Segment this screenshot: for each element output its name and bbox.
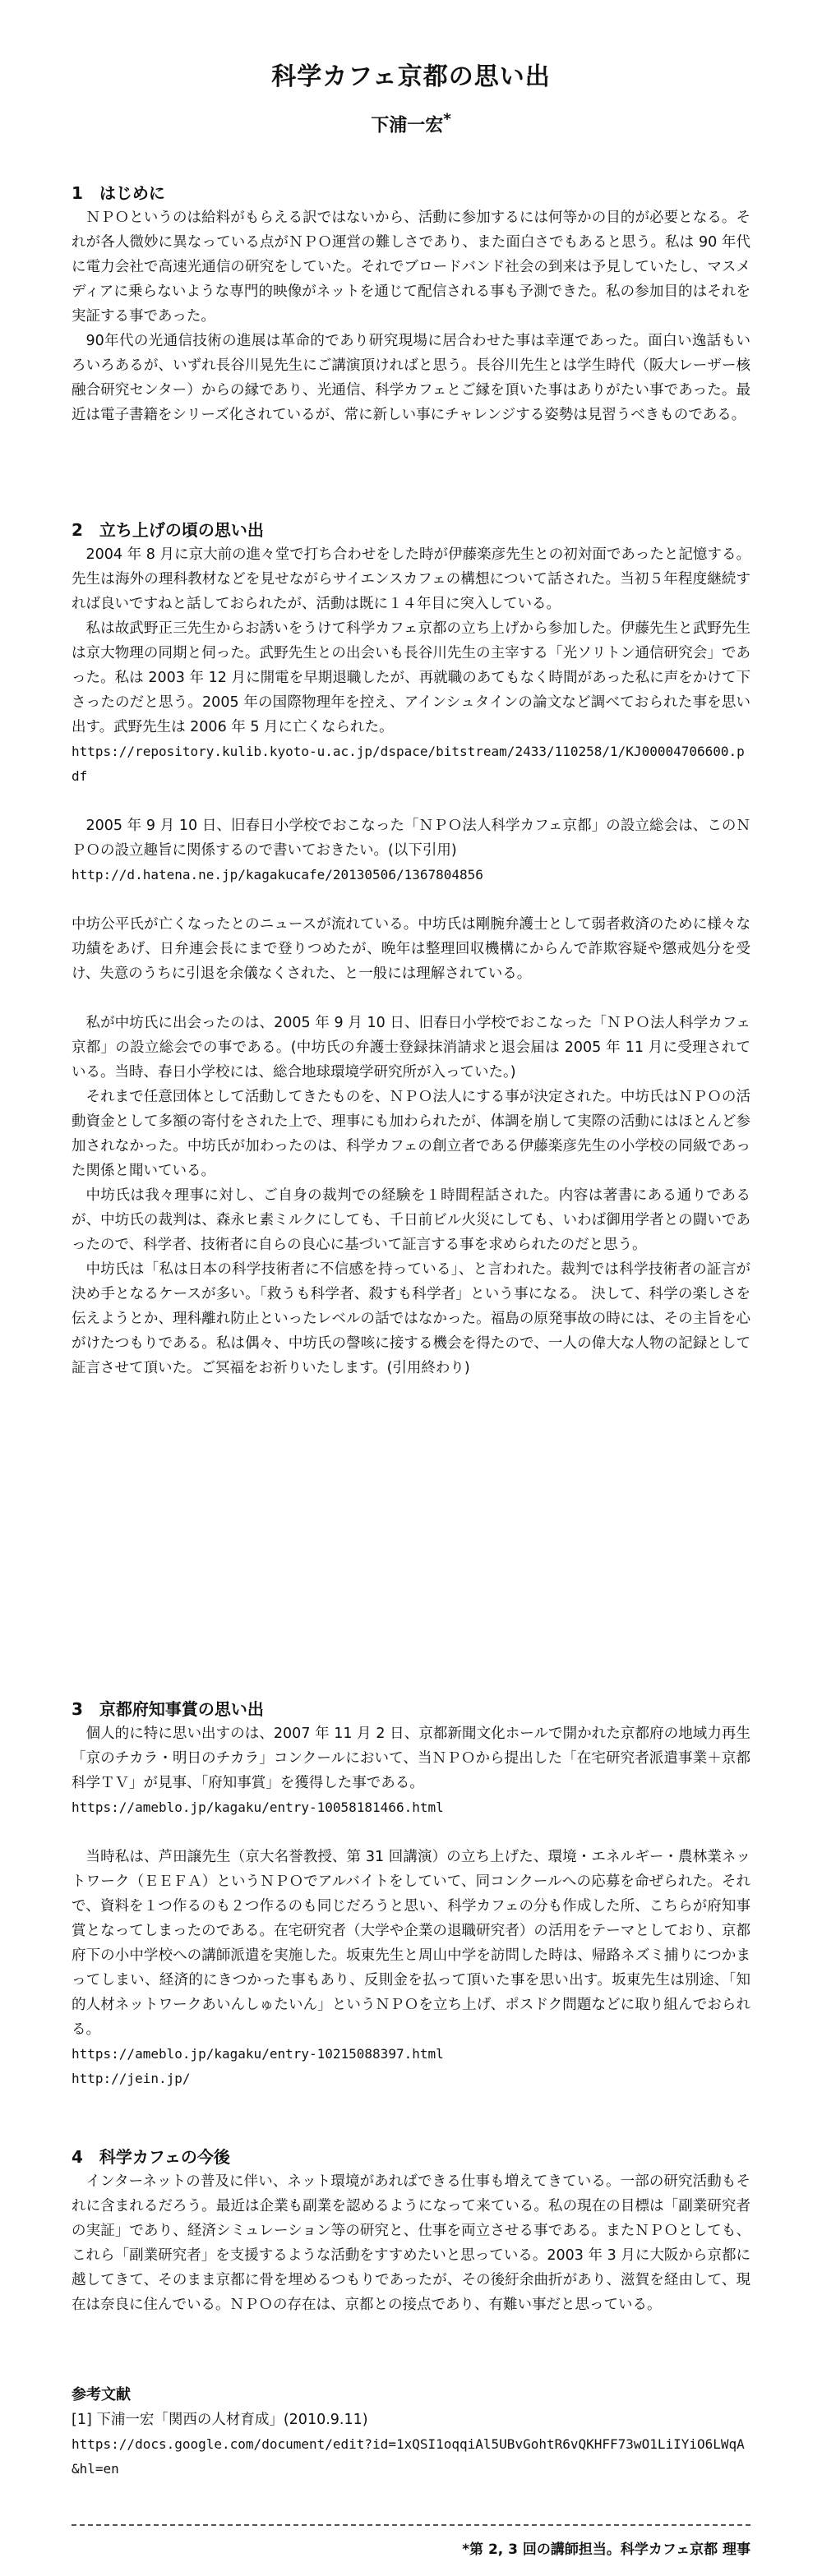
section-1 [72,181,750,427]
document-title: 科学カフェ京都の思い出 [271,62,551,91]
section-2 [72,518,750,1380]
reference-link[interactable]: https://ameblo.jp/kagaku/entry-10058181466.html [72,1800,444,1815]
reference-link[interactable]: https://repository.kulib.kyoto-u.ac.jp/dspace/bitstream/2433/110258/1/KJ00004706600.pdf [72,744,745,784]
paragraph: 中坊氏は我々理事に対し、ご自身の裁判での経験を１時間程話された。内容は著書にある通りであるが、中坊氏の裁判は、森永ヒ素ミルクにしても、千日前ビル火災にしても、いわば御用学者との闘いであったので、科学者、技術者に自らの良心に基づいて証言する事を求められたのだと思う。 [72,1187,750,1253]
paragraph: ＮＰＯというのは給料がもらえる訳ではないから、活動に参加するには何等かの目的が必要となる。それが各人微妙に異なっている点がＮＰＯ運営の難しさであり、また面白さでもあると思う。私は 90 年代に電力会社で高速光通信の研究をしていた。それでブロードバンド社会の到来は予見していたし、マスメディアに乗らないような専門的映像がネットを通じて配信される事も予測できた。私の参加目的はそれを実証する事であった。 [72,210,750,325]
paragraph: 2005 年 9 月 10 日、旧春日小学校でおこなった「ＮＰＯ法人科学カフェ京都」の設立総会は、このＮＰＯの設立趣旨に関係するので書いておきたい。(以下引用) [72,818,750,859]
paragraph: 当時私は、芦田譲先生（京大名誉教授、第 31 回講演）の立ち上げた、環境・エネルギー・農林業ネットワーク（ＥＥＦＡ）というＮＰＯでアルバイトをしていて、同コンクールへの応募を命ぜられた。それで、資料を１つ作るのも２つ作るのも同じだろうと思い、科学カフェの分も作成した所、こちらが府知事賞となってしまったのである。在宅研究者（大学や企業の退職研究者）の活用をテーマとしており、京都府下の小中学校への講師派遣を実施した。坂東先生と周山中学を訪問した時は、帰路ネズミ捕りにつかまってしまい、経済的にきつかった事もあり、反則金を払って頂いた事を思い出す。坂東先生は別途、「知的人材ネットワークあいんしゅたいん」というＮＰＯを立ち上げ、ポスドク問題などに取り組んでおられる。 [72,1849,750,2038]
footnote: *第 2, 3 回の講師担当。科学カフェ京都 理事 [462,2541,750,2558]
references [72,2383,750,2482]
section-4-heading: 4 科学カフェの今後 [72,2147,230,2167]
author-line [0,111,822,136]
reference-link[interactable]: https://docs.google.com/document/edit?id=1xQSI1oqqiAl5UBvGohtR6vQKHFF73wO1LiIYiO6LWqA&hl=en [72,2436,745,2477]
paragraph: 私は故武野正三先生からお誘いをうけて科学カフェ京都の立ち上げから参加した。伊藤先生と武野先生は京大物理の同期と伺った。武野先生との出会いも長谷川先生の主宰する「光ソリトン通信研究会」であった。私は 2003 年 12 月に開電を早期退職したが、再就職のあてもなく時間があった私に声をかけて下さったのだと思う。2005 年の国際物理年を控え、アインシュタインの論文など調べておられた事を思い出す。武野先生は 2006 年 5 月に亡くなられた。 [72,620,750,735]
paragraph: それまで任意団体として活動してきたものを、ＮＰＯ法人にする事が決定された。中坊氏はＮＰＯの活動資金として多額の寄付をされた上で、理事にも加わられたが、体調を崩して実際の活動にはほとんど参加されなかった。中坊氏が加わったのは、科学カフェの創立者である伊藤楽彦先生の小学校の同級であった関係と聞いている。 [72,1089,750,1179]
paragraph: 個人的に特に思い出すのは、2007 年 11 月 2 日、京都新聞文化ホールで開かれた京都府の地域力再生「京のチカラ・明日のチカラ」コンクールにおいて、当ＮＰＯから提出した「在宅研究者派遣事業＋京都科学ＴＶ」が見事、「府知事賞」を獲得した事である。 [72,1726,750,1791]
references-heading: 参考文献 [72,2386,131,2403]
paragraph: 2004 年 8 月に京大前の進々堂で打ち合わせをした時が伊藤楽彦先生との初対面であったと記憶する。先生は海外の理科教材などを見せながらサイエンスカフェの構想について話された。当初５年程度継続すれば良いですねと話しておられたが、活動は既に１４年目に突入している。 [72,546,750,612]
paragraph: 私が中坊氏に出会ったのは、2005 年 9 月 10 日、旧春日小学校でおこなった「ＮＰＯ法人科学カフェ京都」の設立総会での事である。(中坊氏の弁護士登録抹消請求と退会届は 2005 年 11 月に受理されている。当時、春日小学校には、総合地球環境学研究所が入っていた。) [72,1015,750,1081]
reference-link[interactable]: http://d.hatena.ne.jp/kagakucafe/20130506/1367804856 [72,867,483,882]
section-2-heading: 2 立ち上げの頃の思い出 [72,520,264,540]
reference-link[interactable]: http://jein.jp/ [72,2071,191,2086]
paragraph: 中坊公平氏が亡くなったとのニュースが流れている。中坊氏は剛腕弁護士として弱者救済のために様々な功績をあげ、日弁連会長にまで登りつめたが、晩年は整理回収機構にからんで詐欺容疑や懲戒処分を受け、失意のうちに引退を余儀なくされた、と一般には理解されている。 [72,916,750,982]
author-footnote-mark: * [443,111,451,128]
section-1-heading: 1 はじめに [72,183,165,203]
reference-item: [1] 下浦一宏「関西の人材育成」(2010.9.11) [72,2412,368,2428]
section-3-heading: 3 京都府知事賞の思い出 [72,1699,264,1719]
reference-link[interactable]: https://ameblo.jp/kagaku/entry-10215088397.html [72,2046,444,2062]
section-3 [72,1697,750,2091]
paragraph: 90年代の光通信技術の進展は革命的であり研究現場に居合わせた事は幸運であった。面白い逸話もいろいろあるが、いずれ長谷川晃先生にご講演頂ければと思う。長谷川先生とは学生時代（阪大レーザー核融合研究センター）からの縁であり、光通信、科学カフェとご縁を頂いた事はありがたい事であった。最近は電子書籍をシリーズ化されているが、常に新しい事にチャレンジする姿勢は見習うべきものである。 [72,333,750,423]
section-4 [72,2145,750,2317]
footnote-divider [72,2524,750,2526]
author-name: 下浦一宏 [371,115,444,136]
paragraph: 中坊氏は「私は日本の科学技術者に不信感を持っている」、と言われた。裁判では科学技術者の証言が決め手となるケースが多い。「救うも科学者、殺すも科学者」という事になる。 決して、科学の楽しさを伝えようとか、理科離れ防止といったレベルの話ではなかった。福島の原発事故の時には、その主旨を心がけたつもりである。私は偶々、中坊氏の謦咳に接する機会を得たので、一人の偉大な人物の記録として証言させて頂いた。ご冥福をお祈りいたします。(引用終わり) [72,1261,750,1376]
paragraph: インターネットの普及に伴い、ネット環境があればできる仕事も増えてきている。一部の研究活動もそれに含まれるだろう。最近は企業も副業を認めるようになって来ている。私の現在の目標は「副業研究者の実証」であり、経済シミュレーション等の研究と、仕事を両立させる事である。またＮＰＯとしても、これら「副業研究者」を支援するような活動をすすめたいと思っている。2003 年 3 月に大阪から京都に越してきて、そのまま京都に骨を埋めるつもりであったが、その後紆余曲折があり、滋賀を経由して、現在は奈良に住んでいる。ＮＰＯの存在は、京都との接点であり、有難い事だと思っている。 [72,2173,750,2313]
